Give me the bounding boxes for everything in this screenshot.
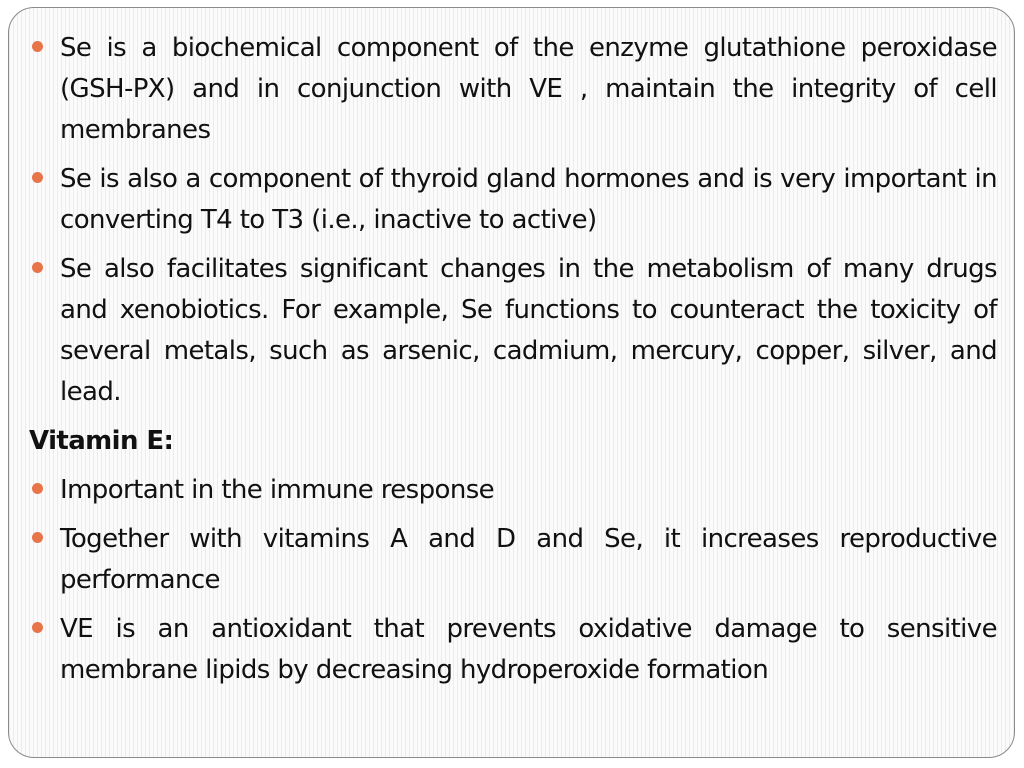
bullet-text: VE is an antioxidant that prevents oxidative damage to sensitive membrane lipids by decreasing hydroperoxide formation xyxy=(60,614,997,685)
bullet-dot-icon xyxy=(32,532,43,543)
bullet-text: Se is a biochemical component of the enzyme glutathione peroxidase (GSH-PX) and in conjunction with VE , maintain the integrity of cell membranes xyxy=(60,33,997,145)
bullet-item-se-metabolism xyxy=(29,249,997,413)
slide-frame xyxy=(8,7,1015,758)
bullet-dot-icon xyxy=(32,262,43,273)
bullet-item-ve-immune xyxy=(29,470,997,511)
slide-content xyxy=(29,28,997,699)
bullet-text: Important in the immune response xyxy=(60,475,495,505)
bullet-dot-icon xyxy=(32,172,43,183)
bullet-text: Se is also a component of thyroid gland hormones and is very important in converting T4 to T3 (i.e., inactive to active) xyxy=(60,164,997,235)
bullet-item-se-thyroid xyxy=(29,159,997,241)
section-heading-vitamin-e: Vitamin E: xyxy=(29,426,174,456)
bullet-item-se-enzyme xyxy=(29,28,997,151)
bullet-item-ve-reproductive xyxy=(29,519,997,601)
bullet-text: Together with vitamins A and D and Se, it increases reproductive performance xyxy=(60,524,997,595)
bullet-item-ve-antioxidant xyxy=(29,609,997,691)
bullet-dot-icon xyxy=(32,622,43,633)
bullet-dot-icon xyxy=(32,41,43,52)
bullet-dot-icon xyxy=(32,483,43,494)
bullet-text: Se also facilitates significant changes in the metabolism of many drugs and xenobiotics. For example, Se functions to counteract the toxicity of several metals, such as arsenic, cadmium, mercury, copper, silver, and lead. xyxy=(60,254,997,407)
